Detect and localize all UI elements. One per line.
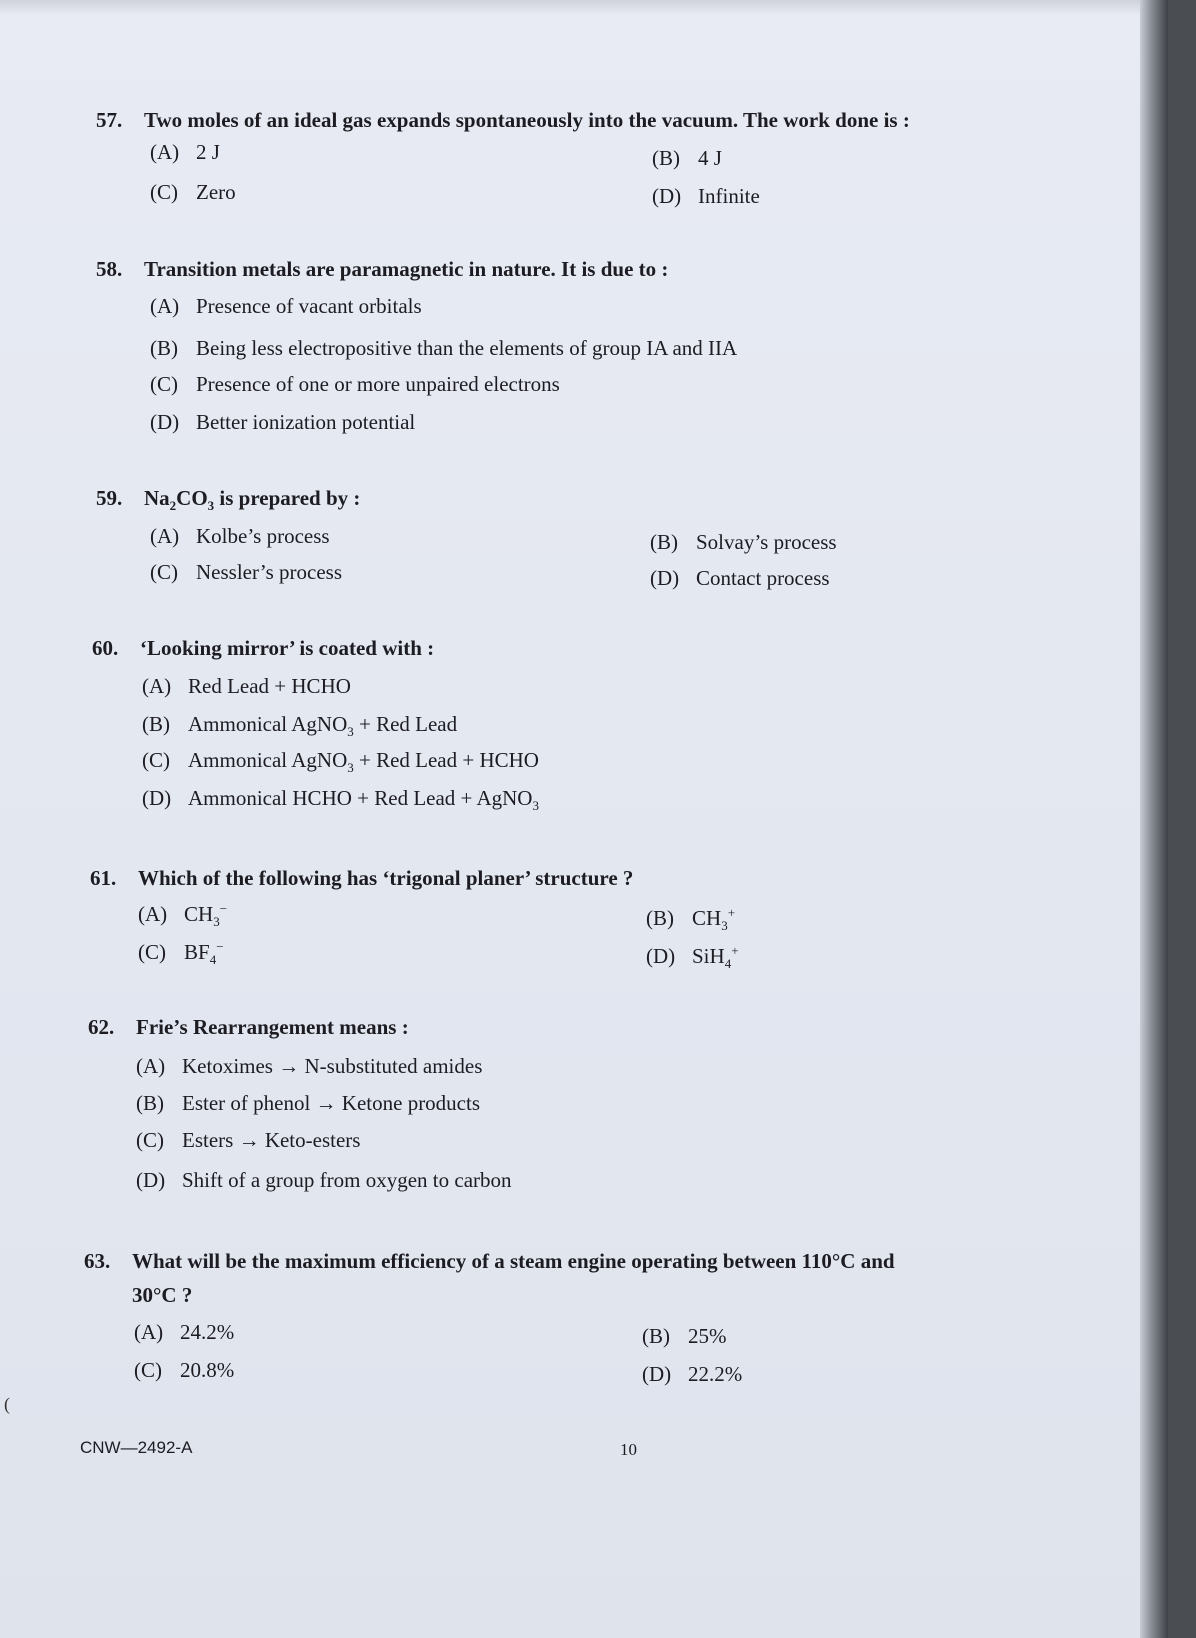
option-61-a[interactable] <box>138 901 228 930</box>
option-label: (C) <box>142 748 170 772</box>
question-number: 58. <box>96 257 123 281</box>
question-number: 63. <box>84 1249 111 1273</box>
formula-charge: − <box>219 901 228 916</box>
option-58-b[interactable] <box>150 336 737 361</box>
question-number: 61. <box>90 866 117 890</box>
question-63-line-2: 30°C ? <box>132 1283 193 1307</box>
option-label: (A) <box>142 674 172 698</box>
formula-subscript: 3 <box>347 760 354 776</box>
option-61-c[interactable] <box>138 939 224 968</box>
question-text: ‘Looking mirror’ is coated with : <box>140 636 435 660</box>
option-label: (D) <box>652 184 682 208</box>
option-label: (A) <box>150 294 180 318</box>
option-label: (C) <box>134 1358 162 1382</box>
option-text: Red Lead + HCHO <box>188 674 351 698</box>
option-text: + Red Lead + HCHO <box>353 748 539 772</box>
option-text: Ammonical AgNO <box>188 748 348 772</box>
option-label: (D) <box>650 566 680 590</box>
formula-charge: + <box>731 943 739 958</box>
option-63-a[interactable] <box>134 1320 234 1345</box>
question-59 <box>96 486 361 514</box>
option-text: Infinite <box>698 184 760 208</box>
option-61-b[interactable] <box>646 905 736 934</box>
option-label: (A) <box>150 524 180 548</box>
question-text: Transition metals are paramagnetic in nature. It is due to : <box>144 257 669 281</box>
option-label: (A) <box>138 902 168 926</box>
option-text: Presence of vacant orbitals <box>196 294 422 318</box>
formula-part: CO <box>176 486 208 510</box>
formula-subscript: 2 <box>169 498 177 514</box>
question-text: Frie’s Rearrangement means : <box>136 1015 409 1039</box>
option-text: 24.2% <box>180 1320 235 1344</box>
page-number: 10 <box>620 1440 637 1459</box>
option-60-c[interactable] <box>142 748 539 776</box>
question-number: 60. <box>92 636 119 660</box>
option-text: Ketoximes → N-substituted amides <box>182 1054 483 1078</box>
formula-subscript: 3 <box>532 798 539 814</box>
option-57-a[interactable] <box>150 140 220 165</box>
option-63-b[interactable] <box>642 1324 727 1349</box>
option-62-c[interactable] <box>136 1128 360 1153</box>
formula-part: Na <box>144 486 170 510</box>
formula-charge: − <box>216 939 224 954</box>
option-63-d[interactable] <box>642 1362 742 1387</box>
formula-subscript: 3 <box>213 914 220 930</box>
option-60-b[interactable] <box>142 712 458 740</box>
option-label: (B) <box>142 712 170 736</box>
option-text: Presence of one or more unpaired electrons <box>196 372 560 396</box>
option-text: Esters → Keto-esters <box>182 1128 361 1152</box>
option-59-a[interactable] <box>150 524 330 549</box>
option-60-d[interactable] <box>142 786 539 814</box>
formula-part: CH <box>184 902 214 926</box>
formula-part: BF <box>184 940 210 964</box>
option-text: 20.8% <box>180 1358 235 1382</box>
option-label: (B) <box>646 906 674 930</box>
option-58-c[interactable] <box>150 372 560 397</box>
question-number: 59. <box>96 486 123 510</box>
option-label: (D) <box>150 410 180 434</box>
option-label: (A) <box>150 140 180 164</box>
option-label: (B) <box>642 1324 670 1348</box>
option-label: (B) <box>136 1091 164 1115</box>
option-text: Kolbe’s process <box>196 524 330 548</box>
option-label: (C) <box>150 372 178 396</box>
question-61 <box>90 866 633 891</box>
option-text: Ester of phenol → Ketone products <box>182 1091 481 1115</box>
option-label: (C) <box>150 180 178 204</box>
question-57 <box>96 108 910 133</box>
option-57-d[interactable] <box>652 184 760 209</box>
option-text: Better ionization potential <box>196 410 416 434</box>
question-63 <box>84 1249 895 1274</box>
formula-subscript: 3 <box>721 918 728 934</box>
formula-part: SiH <box>692 944 725 968</box>
formula-subscript: 3 <box>347 724 354 740</box>
option-text: Nessler’s process <box>196 560 342 584</box>
option-text: 22.2% <box>688 1362 743 1386</box>
question-text: is prepared by : <box>214 486 361 510</box>
option-text: Ammonical AgNO <box>188 712 348 736</box>
option-60-a[interactable] <box>142 674 351 699</box>
option-label: (D) <box>136 1168 166 1192</box>
option-label: (C) <box>150 560 178 584</box>
option-label: (B) <box>150 336 178 360</box>
option-59-d[interactable] <box>650 566 830 591</box>
question-number: 62. <box>88 1015 115 1039</box>
question-60 <box>92 636 434 661</box>
option-text: + Red Lead <box>353 712 458 736</box>
option-text: Ammonical HCHO + Red Lead + AgNO <box>188 786 533 810</box>
option-62-b[interactable] <box>136 1091 480 1116</box>
formula-subscript: 3 <box>207 498 215 514</box>
formula-charge: + <box>727 905 736 920</box>
option-label: (C) <box>138 940 166 964</box>
option-58-a[interactable] <box>150 294 422 319</box>
question-58 <box>96 257 668 282</box>
question-text: Two moles of an ideal gas expands spontaneously into the vacuum. The work done is : <box>144 108 910 132</box>
document-code: CNW—2492-A <box>80 1438 193 1457</box>
question-text: What will be the maximum efficiency of a steam engine operating between 110°C and <box>132 1249 895 1273</box>
option-59-c[interactable] <box>150 560 342 585</box>
option-label: (A) <box>136 1054 166 1078</box>
page-edge-shadow <box>1140 0 1168 1638</box>
question-62 <box>88 1015 409 1040</box>
option-text: 2 J <box>196 140 220 164</box>
page-top-strip <box>0 0 1168 14</box>
option-label: (B) <box>650 530 678 554</box>
option-text: Contact process <box>696 566 830 590</box>
option-label: (B) <box>652 146 680 170</box>
option-61-d[interactable] <box>646 943 739 972</box>
option-text: Being less electropositive than the elements of group IA and IIA <box>196 336 738 360</box>
option-label: (D) <box>142 786 172 810</box>
option-63-c[interactable] <box>134 1358 234 1383</box>
option-label: (A) <box>134 1320 164 1344</box>
formula-part: CH <box>692 906 722 930</box>
option-text: 25% <box>688 1324 727 1348</box>
question-text: Which of the following has ‘trigonal planer’ structure ? <box>138 866 634 890</box>
option-57-c[interactable] <box>150 180 236 205</box>
option-57-b[interactable] <box>652 146 722 171</box>
margin-mark: ( <box>4 1394 10 1414</box>
option-text: Shift of a group from oxygen to carbon <box>182 1168 512 1192</box>
option-label: (D) <box>642 1362 672 1386</box>
formula-subscript: 4 <box>209 952 217 968</box>
option-text: Zero <box>196 180 236 204</box>
option-text: Solvay’s process <box>696 530 837 554</box>
option-62-a[interactable] <box>136 1054 482 1079</box>
option-59-b[interactable] <box>650 530 837 555</box>
question-number: 57. <box>96 108 123 132</box>
option-text: 4 J <box>698 146 722 170</box>
option-label: (C) <box>136 1128 164 1152</box>
option-58-d[interactable] <box>150 410 415 435</box>
option-label: (D) <box>646 944 676 968</box>
option-62-d[interactable] <box>136 1168 512 1193</box>
formula-subscript: 4 <box>724 956 732 972</box>
